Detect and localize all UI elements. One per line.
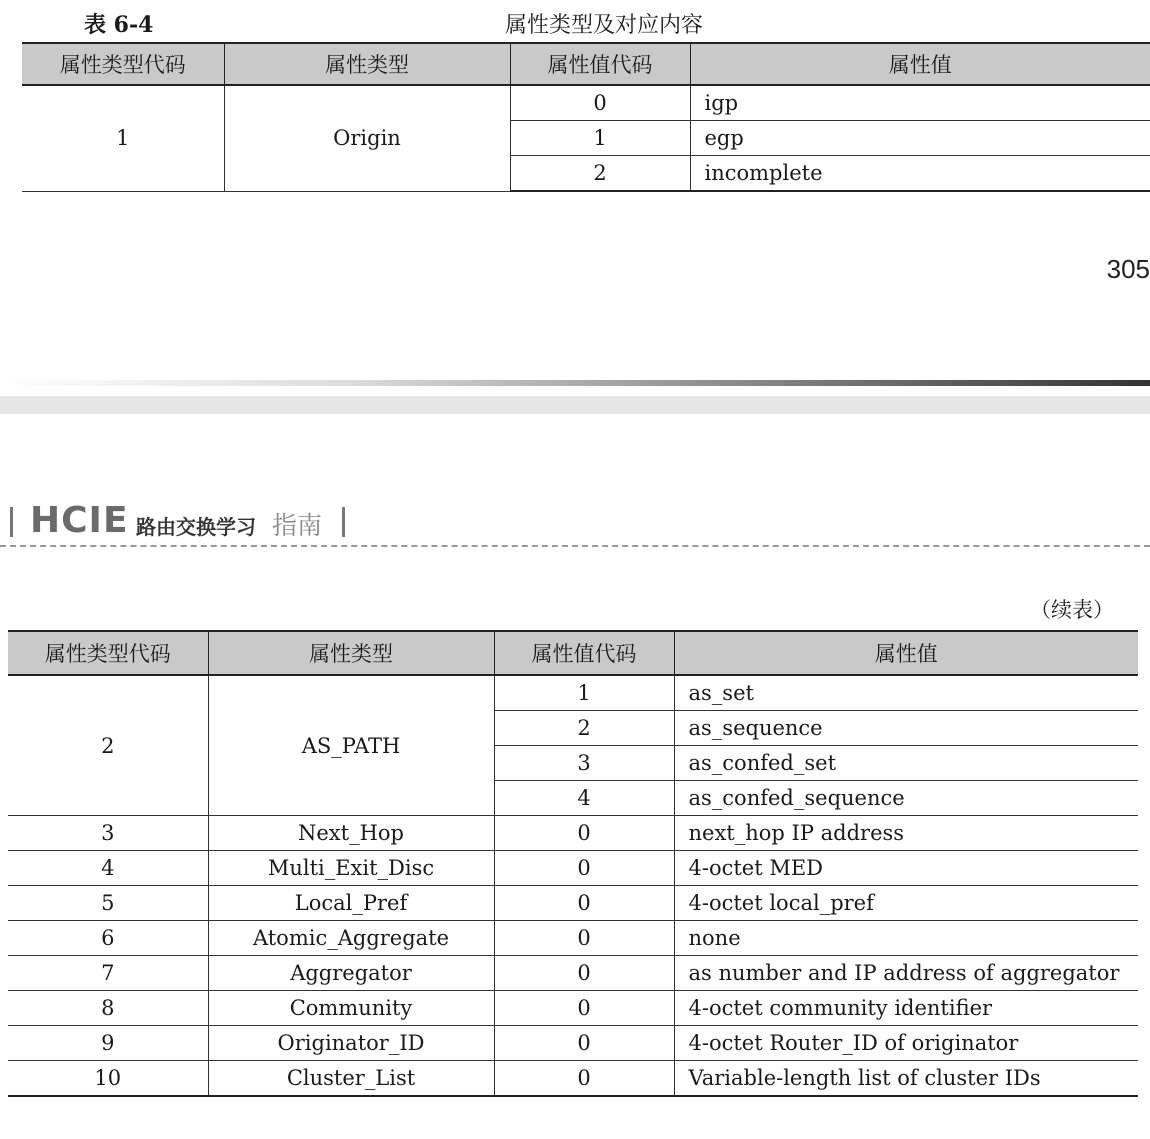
col-header-value-code: 属性值代码	[494, 631, 674, 675]
type-cell: Atomic_Aggregate	[208, 921, 494, 956]
value-code-cell: 2	[494, 711, 674, 746]
value-code-cell: 3	[494, 746, 674, 781]
value-cell: Variable-length list of cluster IDs	[674, 1061, 1138, 1097]
value-cell: next_hop IP address	[674, 816, 1138, 851]
table-row	[22, 85, 1150, 121]
value-code-cell: 2	[510, 156, 690, 192]
type-code-cell: 6	[8, 921, 208, 956]
table-row	[8, 921, 1138, 956]
value-cell: as number and IP address of aggregator	[674, 956, 1138, 991]
table-row	[8, 816, 1138, 851]
value-cell: as_sequence	[674, 711, 1138, 746]
table-row	[8, 1026, 1138, 1061]
col-header-type: 属性类型	[224, 43, 510, 85]
col-header-type-code: 属性类型代码	[8, 631, 208, 675]
value-code-cell: 1	[494, 675, 674, 711]
table-row	[8, 851, 1138, 886]
value-code-cell: 0	[494, 886, 674, 921]
type-cell: Community	[208, 991, 494, 1026]
type-code-cell: 10	[8, 1061, 208, 1097]
type-code-cell: 5	[8, 886, 208, 921]
type-code-cell: 7	[8, 956, 208, 991]
value-code-cell: 0	[494, 1061, 674, 1097]
type-cell: AS_PATH	[208, 675, 494, 816]
page-gap	[0, 396, 1150, 414]
value-cell: igp	[690, 85, 1150, 121]
type-cell: Next_Hop	[208, 816, 494, 851]
col-header-type-code: 属性类型代码	[22, 43, 224, 85]
value-cell: 4-octet community identifier	[674, 991, 1138, 1026]
type-cell: Multi_Exit_Disc	[208, 851, 494, 886]
value-code-cell: 0	[494, 1026, 674, 1061]
type-code-cell: 4	[8, 851, 208, 886]
value-cell: as_set	[674, 675, 1138, 711]
value-code-cell: 0	[494, 956, 674, 991]
value-cell: 4-octet local_pref	[674, 886, 1138, 921]
header-brand: HCIE	[30, 500, 129, 541]
page-number: 305	[1106, 254, 1150, 284]
page-divider	[0, 380, 1150, 386]
header-subtitle-bold: 路由交换学习	[136, 515, 256, 539]
table-row	[8, 991, 1138, 1026]
value-cell: as_confed_sequence	[674, 781, 1138, 816]
value-cell: egp	[690, 121, 1150, 156]
type-cell: Originator_ID	[208, 1026, 494, 1061]
type-code-cell: 2	[8, 675, 208, 816]
value-cell: as_confed_set	[674, 746, 1138, 781]
table-row	[8, 1061, 1138, 1097]
value-code-cell: 0	[510, 85, 690, 121]
value-code-cell: 0	[494, 816, 674, 851]
value-code-cell: 4	[494, 781, 674, 816]
header-subtitle-light: 指南	[272, 511, 323, 540]
value-code-cell: 0	[494, 921, 674, 956]
value-cell: incomplete	[690, 156, 1150, 192]
table-caption-label: 表 6-4	[84, 12, 154, 38]
table-row	[8, 886, 1138, 921]
col-header-value: 属性值	[674, 631, 1138, 675]
value-cell: none	[674, 921, 1138, 956]
value-code-cell: 1	[510, 121, 690, 156]
value-cell: 4-octet MED	[674, 851, 1138, 886]
type-code-cell: 8	[8, 991, 208, 1026]
attribute-table-top	[22, 42, 1150, 192]
type-cell: Cluster_List	[208, 1061, 494, 1097]
table-row	[8, 675, 1138, 711]
table-row	[8, 956, 1138, 991]
value-cell: 4-octet Router_ID of originator	[674, 1026, 1138, 1061]
type-cell: Local_Pref	[208, 886, 494, 921]
type-cell: Origin	[224, 85, 510, 191]
col-header-value-code: 属性值代码	[510, 43, 690, 85]
col-header-value: 属性值	[690, 43, 1150, 85]
type-code-cell: 1	[22, 85, 224, 191]
value-code-cell: 0	[494, 851, 674, 886]
header-dashed-rule	[0, 545, 1150, 547]
type-cell: Aggregator	[208, 956, 494, 991]
attribute-table-continued	[8, 630, 1138, 1097]
type-code-cell: 3	[8, 816, 208, 851]
header-bar-right	[342, 507, 345, 537]
value-code-cell: 0	[494, 991, 674, 1026]
table-caption-title: 属性类型及对应内容	[505, 13, 704, 38]
header-bar-left	[10, 507, 13, 537]
continued-label: （续表）	[1030, 598, 1114, 622]
col-header-type: 属性类型	[208, 631, 494, 675]
type-code-cell: 9	[8, 1026, 208, 1061]
